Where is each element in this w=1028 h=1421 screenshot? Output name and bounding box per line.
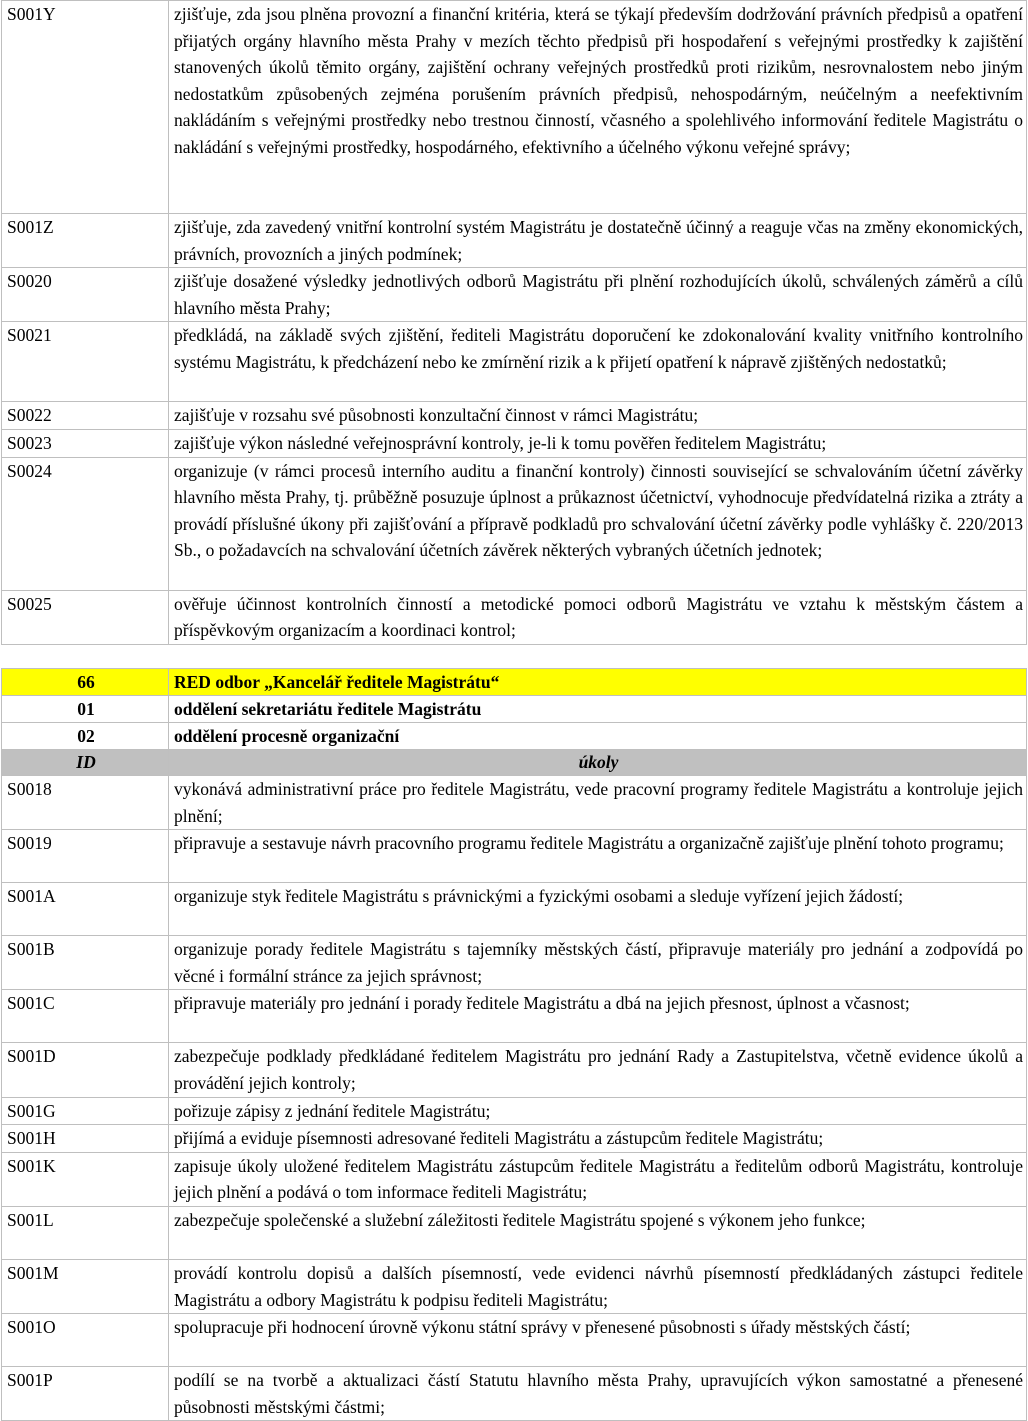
row-id: S001Z xyxy=(2,214,169,268)
row-text: zjišťuje, zda jsou plněna provozní a finanční kritéria, která se týkají především dodržování právních předpisů a opatření přijatých orgány hlavního města Prahy v mezích těchto předpisů při hospodaření s veřejnými prostředky k zajištění stanovených úkolů těmito orgány, zajištění ochrany veřejných prostředků proti rizikům, nesrovnalostem nebo jiným nedostatkům způsobených zejména porušením právních předpisů, nehospodárným, neúčelným a neefektivním nakládáním s veřejnými prostředky nebo trestnou činností, včasného a spolehlivého informování ředitele Magistrátu o nakládání s veřejnými prostředky, hospodárného, efektivního a účelného výkonu veřejné správy; xyxy=(169,1,1027,214)
sub-unit-number: 01 xyxy=(2,696,169,723)
row-id: S001G xyxy=(2,1097,169,1125)
row-text: přijímá a eviduje písemnosti adresované řediteli Magistrátu a zástupcům ředitele Magistrátu; xyxy=(169,1125,1027,1153)
table-row xyxy=(2,1314,1027,1367)
row-id: S0023 xyxy=(2,429,169,457)
table-row xyxy=(2,1367,1027,1421)
column-header-id: ID xyxy=(2,750,169,776)
row-id: S0020 xyxy=(2,268,169,322)
row-id: S001B xyxy=(2,936,169,990)
table-row xyxy=(2,268,1027,322)
row-text: zjišťuje dosažené výsledky jednotlivých odborů Magistrátu při plnění rozhodujících úkolů, schválených záměrů a cílů hlavního města Prahy; xyxy=(169,268,1027,322)
row-text: spolupracuje při hodnocení úrovně výkonu státní správy v přenesené působnosti s úřady městských částí; xyxy=(169,1314,1027,1367)
table-row xyxy=(2,1206,1027,1259)
table-row xyxy=(2,590,1027,644)
row-text: organizuje styk ředitele Magistrátu s právnickými a fyzickými osobami a sleduje vyřízení jejich žádostí; xyxy=(169,883,1027,936)
row-id: S001M xyxy=(2,1259,169,1313)
row-id: S001P xyxy=(2,1367,169,1421)
row-id: S0021 xyxy=(2,322,169,402)
table-row xyxy=(2,883,1027,936)
row-id: S001K xyxy=(2,1152,169,1206)
table-row xyxy=(2,322,1027,402)
column-header-tasks: úkoly xyxy=(169,750,1027,776)
row-text: vykonává administrativní práce pro ředitele Magistrátu, vede pracovní programy ředitele Magistrátu a kontroluje jejich plnění; xyxy=(169,776,1027,830)
table-row xyxy=(2,936,1027,990)
row-text: připravuje a sestavuje návrh pracovního programu ředitele Magistrátu a organizačně zajišťuje plnění tohoto programu; xyxy=(169,830,1027,883)
row-id: S0024 xyxy=(2,457,169,590)
column-header-row xyxy=(2,750,1027,776)
table-row xyxy=(2,1097,1027,1125)
row-text: ověřuje účinnost kontrolních činností a metodické pomoci odborů Magistrátu ve vztahu k městským částem a příspěvkovým organizacím a koordinaci kontrol; xyxy=(169,590,1027,644)
row-id: S001O xyxy=(2,1314,169,1367)
row-id: S001A xyxy=(2,883,169,936)
table-row xyxy=(2,1259,1027,1313)
table-row xyxy=(2,1043,1027,1097)
table-row xyxy=(2,1125,1027,1153)
sub-unit-title: oddělení procesně organizační xyxy=(169,723,1027,750)
row-text: předkládá, na základě svých zjištění, řediteli Magistrátu doporučení ke zdokonalování kvality vnitřního kontrolního systému Magistrátu, k předcházení nebo ke zmírnění rizik a k přijetí opatření k nápravě zjištěných nedostatků; xyxy=(169,322,1027,402)
sub-unit-number: 02 xyxy=(2,723,169,750)
sub-unit-row xyxy=(2,696,1027,723)
row-text: pořizuje zápisy z jednání ředitele Magistrátu; xyxy=(169,1097,1027,1125)
row-text: zabezpečuje podklady předkládané ředitelem Magistrátu pro jednání Rady a Zastupitelstva, včetně evidence úkolů a provádění jejich kontroly; xyxy=(169,1043,1027,1097)
row-text: zajišťuje v rozsahu své působnosti konzultační činnost v rámci Magistrátu; xyxy=(169,402,1027,430)
table-row xyxy=(2,830,1027,883)
row-id: S001H xyxy=(2,1125,169,1153)
row-text: provádí kontrolu dopisů a dalších písemností, vede evidenci návrhů písemností předkládaných zástupci ředitele Magistrátu a odbory Magistrátu k podpisu řediteli Magistrátu; xyxy=(169,1259,1027,1313)
row-text: zjišťuje, zda zavedený vnitřní kontrolní systém Magistrátu je dostatečně účinný a reaguje včas na změny ekonomických, právních, provozních a jiných podmínek; xyxy=(169,214,1027,268)
tasks-table-continued xyxy=(1,0,1027,645)
table-row xyxy=(2,457,1027,590)
row-text: připravuje materiály pro jednání i porady ředitele Magistrátu a dbá na jejich přesnost, úplnost a včasnost; xyxy=(169,990,1027,1043)
row-id: S001D xyxy=(2,1043,169,1097)
table-row xyxy=(2,1152,1027,1206)
sub-unit-row xyxy=(2,723,1027,750)
table-row xyxy=(2,429,1027,457)
row-id: S0022 xyxy=(2,402,169,430)
department-header-row xyxy=(2,669,1027,696)
table-row xyxy=(2,214,1027,268)
row-text: organizuje porady ředitele Magistrátu s tajemníky městských částí, připravuje materiály pro jednání a zodpovídá po věcné i formální stránce za jejich správnost; xyxy=(169,936,1027,990)
table-row xyxy=(2,776,1027,830)
row-id: S001C xyxy=(2,990,169,1043)
department-tasks-table xyxy=(1,668,1027,1421)
row-text: zabezpečuje společenské a služební záležitosti ředitele Magistrátu spojené s výkonem jeho funkce; xyxy=(169,1206,1027,1259)
department-title: RED odbor „Kancelář ředitele Magistrátu“ xyxy=(169,669,1027,696)
row-id: S001Y xyxy=(2,1,169,214)
table-row xyxy=(2,1,1027,214)
row-text: zapisuje úkoly uložené ředitelem Magistrátu zástupcům ředitele Magistrátu a ředitelům odborů Magistrátu, kontroluje jejich plnění a podává o tom informace řediteli Magistrátu; xyxy=(169,1152,1027,1206)
row-id: S0019 xyxy=(2,830,169,883)
department-number: 66 xyxy=(2,669,169,696)
row-id: S0025 xyxy=(2,590,169,644)
table-row xyxy=(2,990,1027,1043)
row-text: organizuje (v rámci procesů interního auditu a finanční kontroly) činnosti související se schvalováním účetní závěrky hlavního města Prahy, tj. průběžně posuzuje úplnost a průkaznost účetnictví, vyhodnocuje předvídatelná rizika a ztráty a provádí příslušné úkony při zajišťování a přípravě podkladů pro schvalování účetní závěrky podle vyhlášky č. 220/2013 Sb., o požadavcích na schvalování účetních závěrek některých vybraných účetních jednotek; xyxy=(169,457,1027,590)
row-id: S001L xyxy=(2,1206,169,1259)
row-text: podílí se na tvorbě a aktualizaci částí Statutu hlavního města Prahy, upravujících výkon samostatné a přenesené působnosti městskými částmi; xyxy=(169,1367,1027,1421)
row-text: zajišťuje výkon následné veřejnosprávní kontroly, je-li k tomu pověřen ředitelem Magistrátu; xyxy=(169,429,1027,457)
row-id: S0018 xyxy=(2,776,169,830)
table-row xyxy=(2,402,1027,430)
sub-unit-title: oddělení sekretariátu ředitele Magistrátu xyxy=(169,696,1027,723)
